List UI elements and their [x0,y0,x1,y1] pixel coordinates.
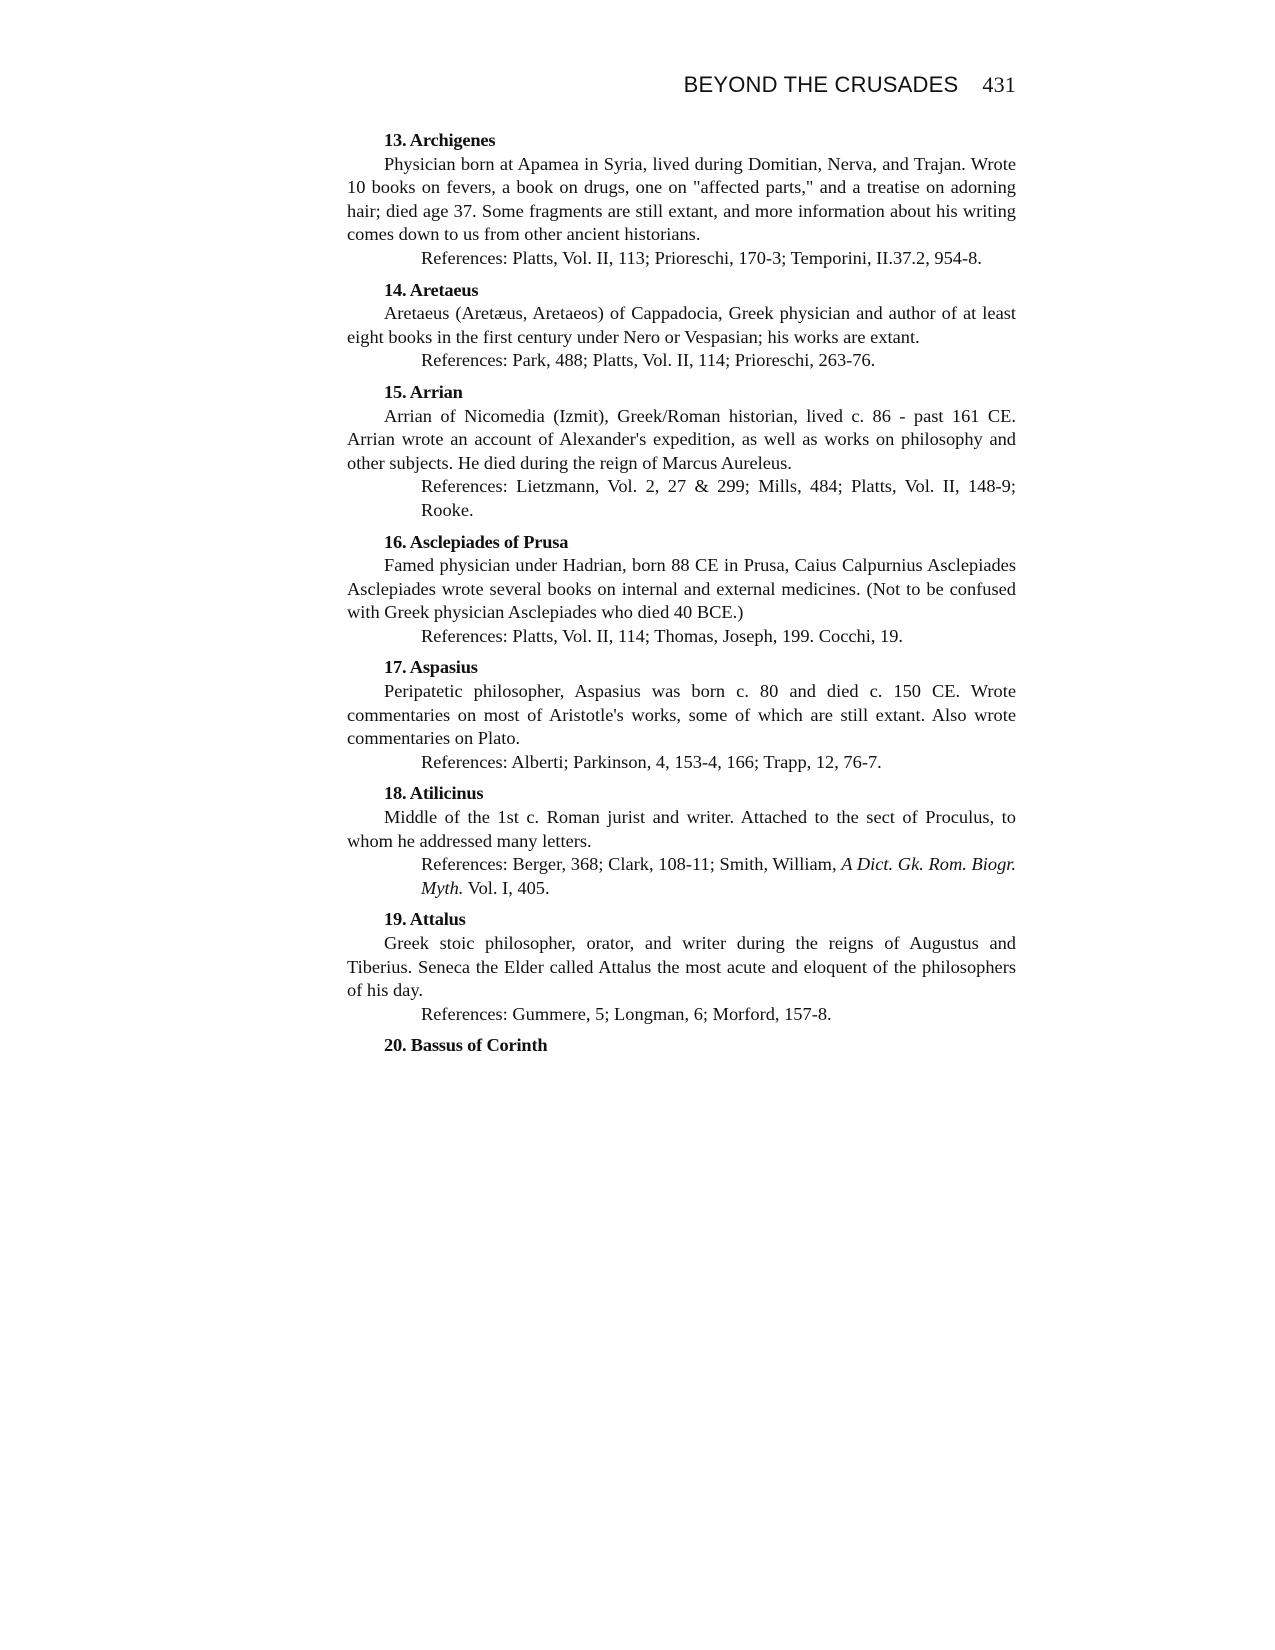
entry-aspasius [347,656,1016,774]
entry-references: References: Platts, Vol. II, 113; Prioreschi, 170-3; Temporini, II.37.2, 954-8. [421,247,982,268]
entry-title: 13. Archigenes [384,130,496,150]
entry-title: 18. Atilicinus [384,783,484,804]
references-text: References: Berger, 368; Clark, 108-11; Smith, William, [421,854,842,875]
entry-description: Physician born at Apamea in Syria, lived during Domitian, Nerva, and Trajan. Wrote 10 books on fevers, a book on drugs, one on "affected parts," and a treatise on adorning hair; died age 37. Some fragments are still extant, and more information about his writing comes down to us from other ancient historians. [347,153,1016,245]
entry-title: 19. Attalus [384,909,466,930]
entry-description: Famed physician under Hadrian, born 88 CE in Prusa, Caius Calpurnius Asclepiades Asclepiades wrote several books on internal and external medicines. (Not to be confused with Greek physician Asclepiades who died 40 BCE.) [347,555,1016,623]
page-number: 431 [982,72,1016,97]
entry-description: Middle of the 1st c. Roman jurist and writer. Attached to the sect of Proculus, to whom he addressed many letters. [347,807,1016,851]
entry-description: Peripatetic philosopher, Aspasius was born c. 80 and died c. 150 CE. Wrote commentaries on most of Aristotle's works, some of which are still extant. Also wrote commentaries on Plato. [347,681,1016,749]
entry-description: Arrian of Nicomedia (Izmit), Greek/Roman historian, lived c. 86 - past 161 CE. Arrian wrote an account of Alexander's expedition, as well as works on philosophy and other subjects. He died during the reign of Marcus Aureleus. [347,405,1016,473]
entry-references: References: Alberti; Parkinson, 4, 153-4, 166; Trapp, 12, 76-7. [421,751,882,772]
entry-description: Greek stoic philosopher, orator, and writer during the reigns of Augustus and Tiberius. Seneca the Elder called Attalus the most acute and eloquent of the philosophers of his day. [347,933,1016,1001]
entry-arrian [347,381,1016,523]
entry-references: References: Gummere, 5; Longman, 6; Morford, 157-8. [421,1003,832,1024]
entry-title: 15. Arrian [384,381,463,402]
running-head [600,72,1016,98]
entry-description: Aretaeus (Aretæus, Aretaeos) of Cappadocia, Greek physician and author of at least eight books in the first century under Nero or Vespasian; his works are extant. [347,303,1016,347]
entry-asclepiades [347,531,1016,649]
references-text: Vol. I, 405. [463,877,550,898]
page-body [347,129,1016,1066]
running-title: BEYOND THE CRUSADES [683,72,959,97]
entry-title: 14. Aretaeus [384,279,479,300]
entry-title: 17. Aspasius [384,657,478,678]
entry-bassus [347,1034,1016,1058]
references-italic-title: A Dict. Gk. Rom. Biogr. Myth. [421,854,1016,898]
entry-references: References: Park, 488; Platts, Vol. II, 114; Prioreschi, 263-76. [421,350,876,371]
entry-title: 16. Asclepiades of Prusa [384,531,569,552]
entry-aretaeus [347,279,1016,373]
entry-references: References: Lietzmann, Vol. 2, 27 & 299; Mills, 484; Platts, Vol. II, 148-9; Rooke. [421,476,1016,520]
entry-atilicinus [347,782,1016,900]
entry-archigenes [347,129,1016,271]
entry-references [421,853,1016,900]
entry-title: 20. Bassus of Corinth [384,1035,548,1056]
entry-attalus [347,908,1016,1026]
entry-references: References: Platts, Vol. II, 114; Thomas, Joseph, 199. Cocchi, 19. [421,625,904,646]
